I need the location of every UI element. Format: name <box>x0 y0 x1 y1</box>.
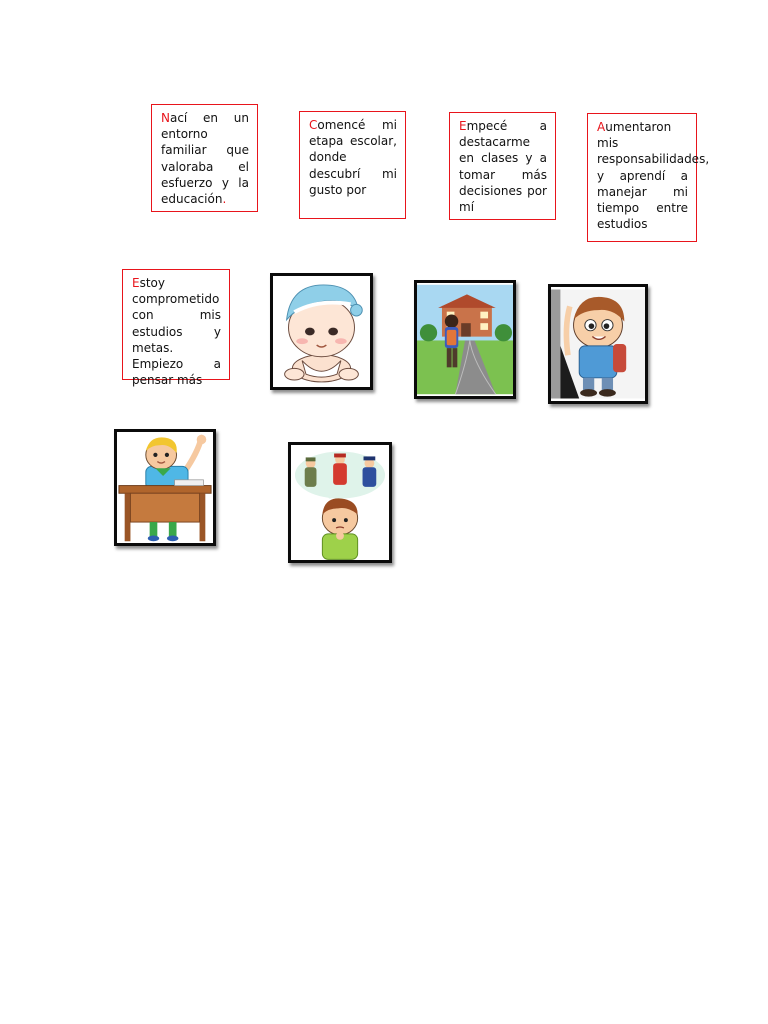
baby-picture <box>270 273 373 390</box>
textbox-stand-out <box>449 112 556 220</box>
child-walking-to-school-icon <box>417 283 513 396</box>
textbox-stand-out-text: Empecé a destacarme en clases y a tomar más decisiones por mí <box>459 119 547 215</box>
textbox-committed <box>122 269 230 388</box>
textbox-school-start <box>299 111 406 219</box>
student-desk-picture <box>114 429 216 546</box>
textbox-born-text: Nací en un entorno familiar que valoraba el esfuerzo y la educación. <box>161 111 249 207</box>
student-raising-hand-icon <box>117 432 213 543</box>
textbox-responsibilities <box>587 113 710 242</box>
baby-icon <box>273 276 370 387</box>
textbox-school-start-text: Comencé mi etapa escolar, donde descubrí mi gusto por <box>309 118 397 197</box>
schoolboy-with-backpack-icon <box>551 287 645 401</box>
boy-thinking-careers-icon <box>291 445 389 560</box>
school-walk-picture <box>414 280 516 399</box>
career-thinking-picture <box>288 442 392 563</box>
schoolboy-picture <box>548 284 648 404</box>
textbox-responsibilities-text: Aumentaron mis responsabilidades, y aprendí a manejar mi tiempo entre estudios <box>597 120 710 232</box>
textbox-born <box>151 104 258 212</box>
textbox-committed-text: Estoy comprometido con mis estudios y metas. Empiezo a pensar más <box>132 276 221 388</box>
